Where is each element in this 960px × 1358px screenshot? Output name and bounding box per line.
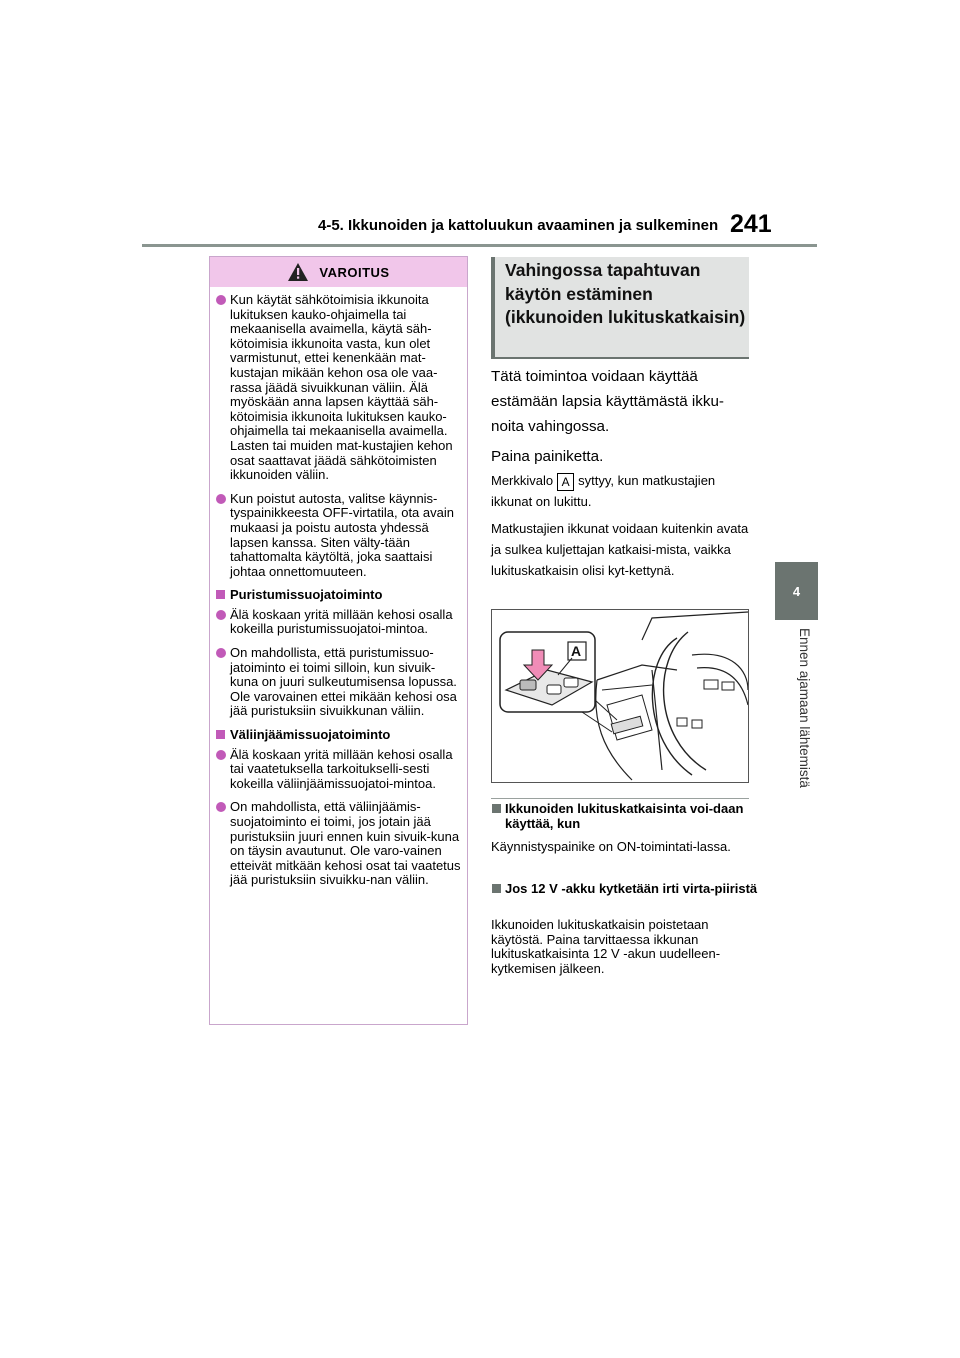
label-a: A [557, 473, 574, 491]
intro-text: Tätä toimintoa voidaan käyttää estämään lapsia käyttämästä ikku-noita vahingossa. [491, 368, 724, 435]
square-bullet-icon [216, 590, 225, 599]
subsection-heading [491, 882, 767, 897]
subsection-text: Käynnistyspainike on ON-toimintati-lassa. [491, 839, 731, 854]
warning-header [210, 257, 467, 287]
bullet-icon [216, 494, 226, 504]
warning-item [214, 293, 461, 483]
indicator-note [491, 470, 753, 512]
subsection-text: Ikkunoiden lukituskatkaisin poistetaan käytöstä. Paina tarvittaessa ikkunan lukituskatkaisinta 12 V -akun uudelleen-kytkemisen jälkeen. [491, 917, 721, 976]
warning-subheading-text: Väliinjäämissuojatoiminto [230, 727, 391, 743]
instruction-text: Paina painiketta. [491, 448, 604, 465]
warning-item [214, 646, 461, 719]
bullet-icon [216, 802, 226, 812]
section-notes [491, 470, 753, 587]
driver-control-note: Matkustajien ikkunat voidaan kuitenkin avata ja sulkea kuljettajan katkaisi-mista, vaikka lukituskatkaisin olisi kyt-kettynä. [491, 521, 749, 578]
figure-label-a: A [571, 643, 582, 659]
warning-subheading [214, 728, 461, 743]
page-number: 241 [730, 210, 772, 238]
warning-item-text: Älä koskaan yritä millään kehosi osalla tai vaatetuksella tarkoitukselli-sesti kokeilla väliinjäämissuojatoi-mintoa. [230, 746, 453, 791]
bullet-icon [216, 295, 226, 305]
warning-item-text: On mahdollista, että puristumissuo-jatoiminto ei toimi silloin, kun sivuik-kuna on juuri sulkeutumisensa lopussa. Ole varovainen ettei mikään kehosi osa jää puristuksiin sivuikkunan väliin. [230, 645, 457, 719]
section-heading: Vahingossa tapahtuvan käytön estäminen (ikkunoiden lukituskatkaisin) [491, 257, 749, 359]
section-intro [491, 364, 753, 469]
warning-item-text: Älä koskaan yritä millään kehosi osalla kokeilla puristumissuojatoi-mintoa. [230, 606, 453, 637]
bullet-icon [216, 648, 226, 658]
chapter-tab: 4 [775, 562, 818, 620]
note-text: syttyy, kun matkustajien ikkunat on lukittu. [491, 473, 716, 509]
bullet-icon [216, 750, 226, 760]
square-bullet-icon [492, 804, 501, 813]
note-text: Merkkivalo [491, 473, 554, 488]
warning-triangle-icon [287, 262, 309, 282]
warning-item-text: On mahdollista, että väliinjäämis-suojatoiminto ei toimi, jos jotain jää puristuksiin juuri ennen kuin sivuik-kuna on täysin avautunut. Ole varo-vainen etteivät mitkään kehosi osat tai vaatetus jää puristuksiin sivuikku-nan väliin. [230, 799, 461, 888]
warning-item-text: Kun käytät sähkötoimisia ikkunoita lukituksen kauko-ohjaimella tai mekaanisella avaimella, käytä säh-kötoimisia ikkunoita vasta, kun olet varmistunut, ettei kenenkään mat-kustajan mikään kehon osa ole vaa-rassa jäädä sivuikkunan väliin. Älä myöskään anna lapsen käyttää säh-kötoimisia ikkunoita lukituksen kauko-ohjaimella tai mekaanisella avaimella. Lasten tai muiden mat-kustajien kehon osat saattavat jäädä sähkötoimisten ikkunoiden väliin. [230, 292, 453, 483]
warning-item [214, 492, 461, 580]
illustration-svg [492, 610, 748, 782]
subsection-heading-text: Ikkunoiden lukituskatkaisinta voi-daan käyttää, kun [505, 801, 744, 831]
chapter-title: Ennen ajamaan lähtemistä [797, 628, 812, 788]
square-bullet-icon [216, 730, 225, 739]
window-lock-illustration [491, 609, 749, 783]
warning-subheading-text: Puristumissuojatoiminto [230, 587, 383, 603]
square-bullet-icon [492, 884, 501, 893]
bullet-icon [216, 610, 226, 620]
warning-item [214, 748, 461, 792]
header-rule [142, 244, 817, 247]
page-header-title: 4-5. Ikkunoiden ja kattoluukun avaaminen ja sulkeminen [318, 217, 719, 234]
warning-box [209, 256, 468, 1025]
warning-item [214, 608, 461, 637]
warning-item [214, 800, 461, 888]
subsection-heading-text: Jos 12 V -akku kytketään irti virta-piiristä [505, 881, 758, 896]
figure-rule [491, 798, 749, 799]
warning-subheading [214, 588, 461, 603]
warning-body [210, 287, 467, 888]
subsection-heading [491, 802, 767, 831]
warning-title: VAROITUS [319, 264, 390, 280]
warning-item-text: Kun poistut autosta, valitse käynnis-tyspainikkeesta OFF-virtatila, ota avain mukaasi ja poistu autosta yhdessä lapsen kanssa. Siten välty-tään tahattomalta käytöltä, joka saattaisi johtaa onnettomuuteen. [230, 490, 454, 579]
